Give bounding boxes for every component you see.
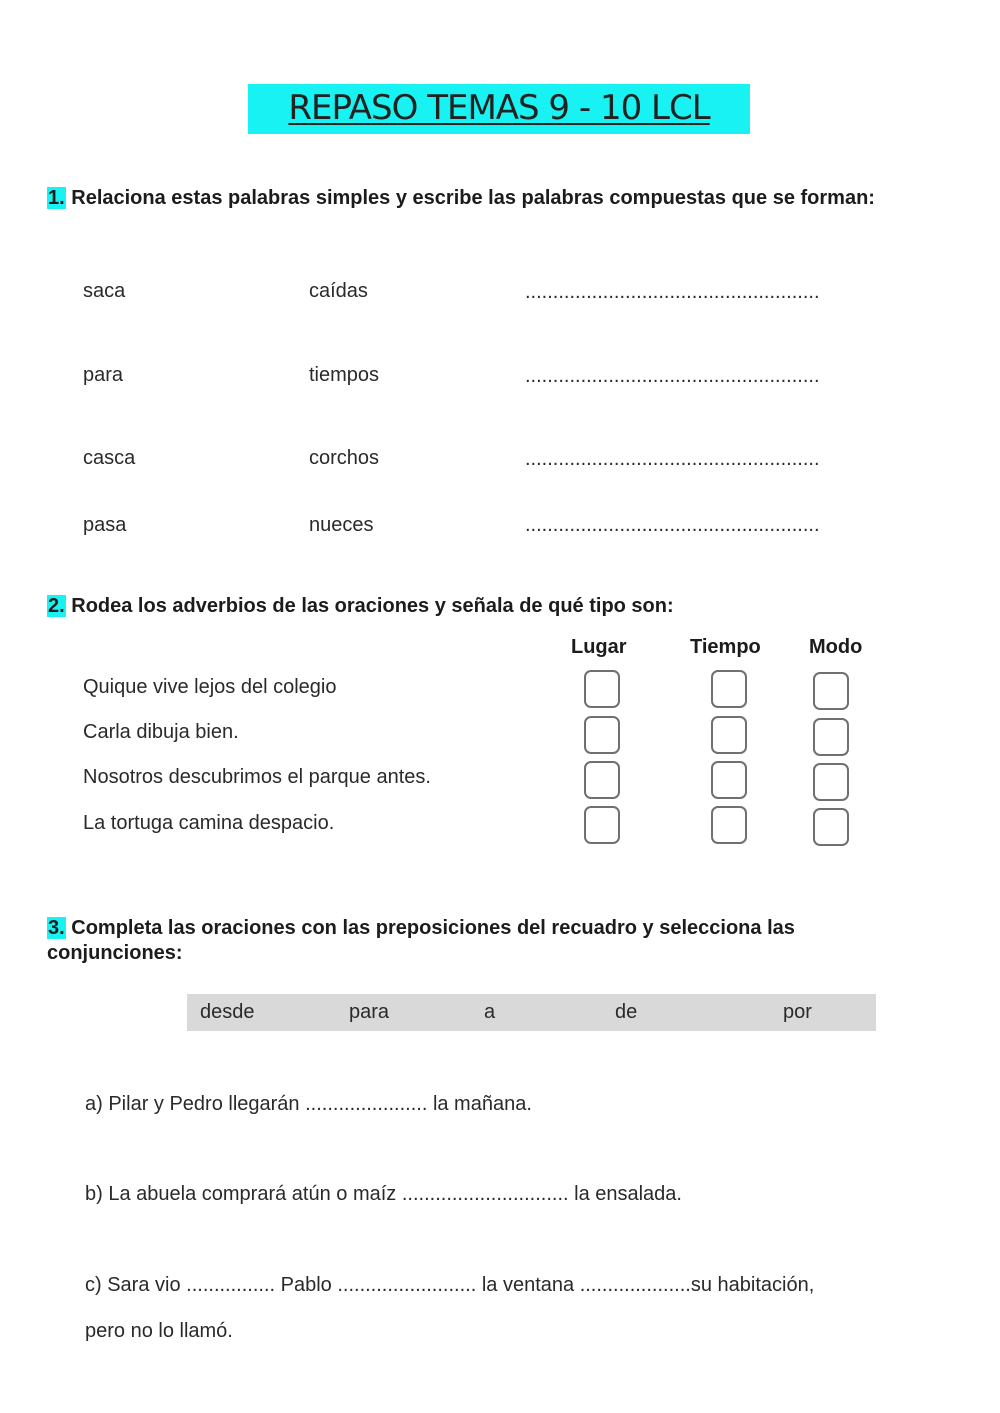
column-modo: Modo <box>809 636 863 658</box>
sentence-b-part1: b) La abuela comprará atún o maíz <box>85 1183 397 1205</box>
checkbox-modo-1[interactable] <box>813 672 849 710</box>
answer-blank-row4[interactable]: ..................................................... <box>525 514 820 536</box>
checkbox-lugar-4[interactable] <box>584 806 620 844</box>
sentence-c-blank1[interactable]: ................ <box>186 1274 276 1296</box>
checkbox-lugar-3[interactable] <box>584 761 620 799</box>
section-2-heading <box>47 595 674 618</box>
column-lugar: Lugar <box>571 636 627 658</box>
column-tiempo: Tiempo <box>690 636 761 658</box>
word2-row2: tiempos <box>309 364 380 386</box>
sentence-2[interactable]: Carla dibuja bien. <box>83 721 239 743</box>
page-title: REPASO TEMAS 9 - 10 LCL <box>248 84 750 134</box>
prepositions-box <box>187 994 876 1031</box>
preposition-por[interactable]: por <box>783 1001 812 1023</box>
checkbox-tiempo-3[interactable] <box>711 761 747 799</box>
sentence-c-blank3[interactable]: .................... <box>579 1274 691 1296</box>
sentence-a-part2: la mañana. <box>432 1093 532 1115</box>
sentence-c-part3: la ventana <box>481 1274 575 1296</box>
section-2-instruction: Rodea los adverbios de las oraciones y señala de qué tipo son: <box>71 595 674 617</box>
sentence-b <box>85 1183 682 1206</box>
checkbox-modo-2[interactable] <box>813 718 849 756</box>
checkbox-modo-3[interactable] <box>813 763 849 801</box>
sentence-c-part4: su habitación, <box>690 1274 815 1296</box>
checkbox-lugar-2[interactable] <box>584 716 620 754</box>
preposition-de[interactable]: de <box>615 1001 638 1023</box>
word1-row3: casca <box>83 447 136 469</box>
section-1-number: 1. <box>48 187 65 209</box>
section-3-heading <box>47 917 795 940</box>
preposition-para[interactable]: para <box>349 1001 390 1023</box>
sentence-c-part2: Pablo <box>280 1274 332 1296</box>
word2-row4: nueces <box>309 514 374 536</box>
preposition-desde[interactable]: desde <box>200 1001 255 1023</box>
sentence-1[interactable]: Quique vive lejos del colegio <box>83 676 337 698</box>
word2-row1: caídas <box>309 280 368 302</box>
word1-row1: saca <box>83 280 126 302</box>
checkbox-tiempo-4[interactable] <box>711 806 747 844</box>
answer-blank-row3[interactable]: ..................................................... <box>525 448 820 470</box>
sentence-a-part1: a) Pilar y Pedro llegarán <box>85 1093 300 1115</box>
checkbox-lugar-1[interactable] <box>584 670 620 708</box>
sentence-b-part2: la ensalada. <box>574 1183 682 1205</box>
section-3-number: 3. <box>48 917 65 939</box>
sentence-a <box>85 1093 532 1116</box>
section-3-instruction-line2: conjunciones: <box>47 942 183 964</box>
sentence-c-part1: c) Sara vio <box>85 1274 181 1296</box>
sentence-a-blank[interactable]: ...................... <box>305 1093 428 1115</box>
checkbox-tiempo-1[interactable] <box>711 670 747 708</box>
word2-row3: corchos <box>309 447 380 469</box>
sentence-3[interactable]: Nosotros descubrimos el parque antes. <box>83 766 431 788</box>
section-3-instruction: Completa las oraciones con las preposiciones del recuadro y selecciona las <box>71 917 795 939</box>
sentence-b-blank[interactable]: .............................. <box>401 1183 569 1205</box>
answer-blank-row2[interactable]: ..................................................... <box>525 365 820 387</box>
checkbox-tiempo-2[interactable] <box>711 716 747 754</box>
section-2-number: 2. <box>48 595 65 617</box>
section-1-instruction: Relaciona estas palabras simples y escribe las palabras compuestas que se forman: <box>71 187 875 209</box>
sentence-c <box>85 1274 814 1297</box>
sentence-4[interactable]: La tortuga camina despacio. <box>83 812 335 834</box>
section-1-heading <box>47 187 875 210</box>
sentence-c-line2: pero no lo llamó. <box>85 1320 233 1342</box>
answer-blank-row1[interactable]: ..................................................... <box>525 281 820 303</box>
checkbox-modo-4[interactable] <box>813 808 849 846</box>
preposition-a[interactable]: a <box>484 1001 496 1023</box>
sentence-c-blank2[interactable]: ......................... <box>337 1274 477 1296</box>
word1-row2: para <box>83 364 124 386</box>
word1-row4: pasa <box>83 514 127 536</box>
